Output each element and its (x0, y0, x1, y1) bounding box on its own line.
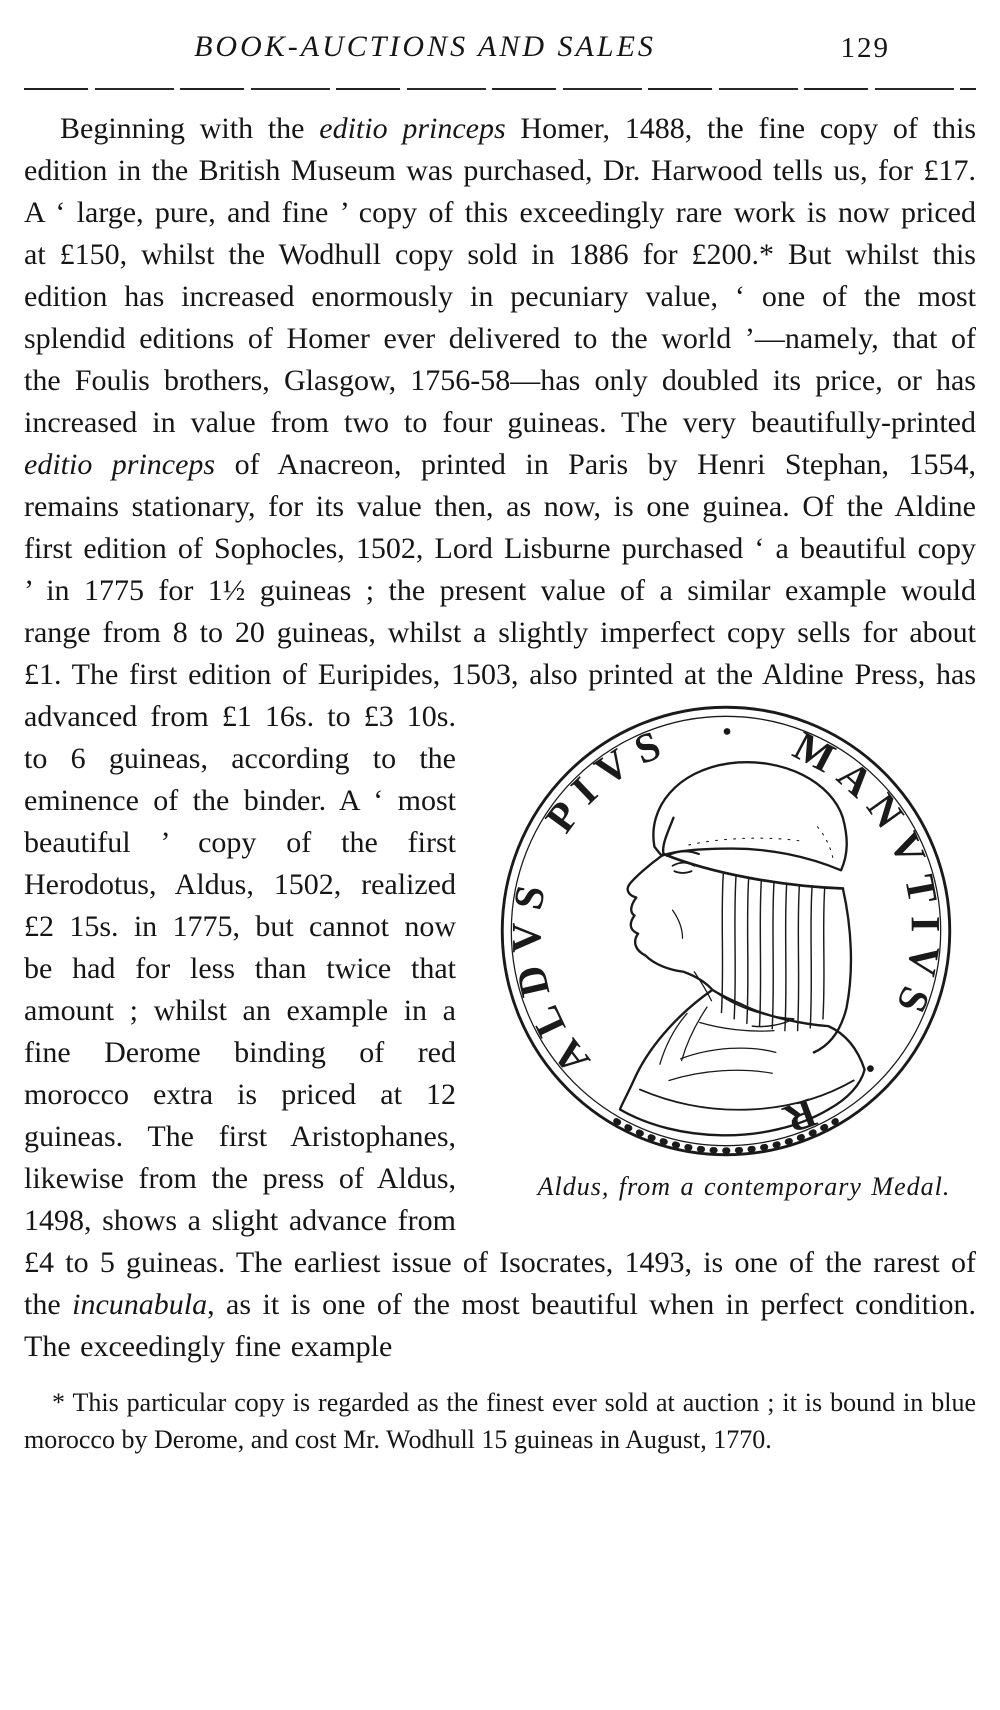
body-text-segment-italic: incunabula (72, 1288, 208, 1321)
body-text-segment: to £3 10s. to 6 guineas, according to the eminence of the binder. A ‘ most beautiful ’ copy of the first Herodotus, Aldus, 1502, realized £2 15s. in 1775, but cannot now be had for less than twice that amount ; whilst an example in a fine Derome binding of red morocco extra is priced at 12 guineas. The first Aristophanes, likewise from the press of Aldus, 1498, shows a slight advance from £4 to 5 guineas. The earliest issue of Isocrates, 1493, is one of the rarest of the (24, 700, 976, 1321)
body-text-segment-italic: editio princeps (24, 448, 216, 481)
body-text-segment: , as it is one of the most beautiful when in perfect condition. The exceedingly fine example (24, 1288, 976, 1363)
medal-legend-group (504, 708, 948, 1146)
body-text-segment-italic: editio princeps (319, 112, 506, 145)
body-text-segment: Beginning with the (60, 112, 320, 145)
running-title: BOOK-AUCTIONS AND SALES (194, 30, 656, 63)
body-text-segment: Homer, 1488, the fine copy of this edition in the British Museum was purchased, Dr. Harwood tells us, for £17. A ‘ large, pure, and fine ’ copy of this exceedingly rare work is now priced at £150, whilst the Wodhull copy sold in 1886 for £200.* But whilst this edition has increased enormously in pecuniary value, ‘ one of the most splendid editions of Homer ever delivered to the world ’—namely, that of the Foulis brothers, Glasgow, 1756-58—has only doubled its price, or has increased in value from two to four guineas. The very beautifully-printed (24, 112, 977, 439)
medal-figure (476, 700, 976, 1202)
footnote-text: * This particular copy is regarded as the finest ever sold at auction ; it is bound in blue morocco by Derome, and cost Mr. Wodhull 15 guineas in August, 1770. (24, 1388, 976, 1454)
medal-legend: ALDVS PIVS · MANVTIVS · R (504, 708, 948, 1147)
article-body (24, 108, 976, 1368)
page-number: 129 (840, 32, 890, 64)
figure-caption: Aldus, from a contemporary Medal. (537, 1172, 951, 1201)
header-rule-divider (24, 88, 976, 90)
body-text-segment: of Anacreon, printed in Paris by Henri Stephan, 1554, remains stationary, for its value then, as now, is one guinea. Of the Aldine first edition of Sophocles, 1502, Lord Lisburne purchased ‘ a beautiful copy ’ in 1775 for 1½ guineas ; the present value of a similar example would range from 8 to 20 guineas, whilst a slightly imperfect copy sells for about £1. The first edition of Euripides, 1503, also printed at the Aldine Press, has advanced from £1 16s. (24, 448, 977, 733)
svg-text:ALDVS PIVS · MANVTIVS · R (504, 708, 948, 1146)
aldus-medal-illustration (495, 700, 957, 1162)
main-paragraph (24, 108, 976, 1368)
running-head (30, 30, 970, 74)
footnote (24, 1384, 976, 1458)
